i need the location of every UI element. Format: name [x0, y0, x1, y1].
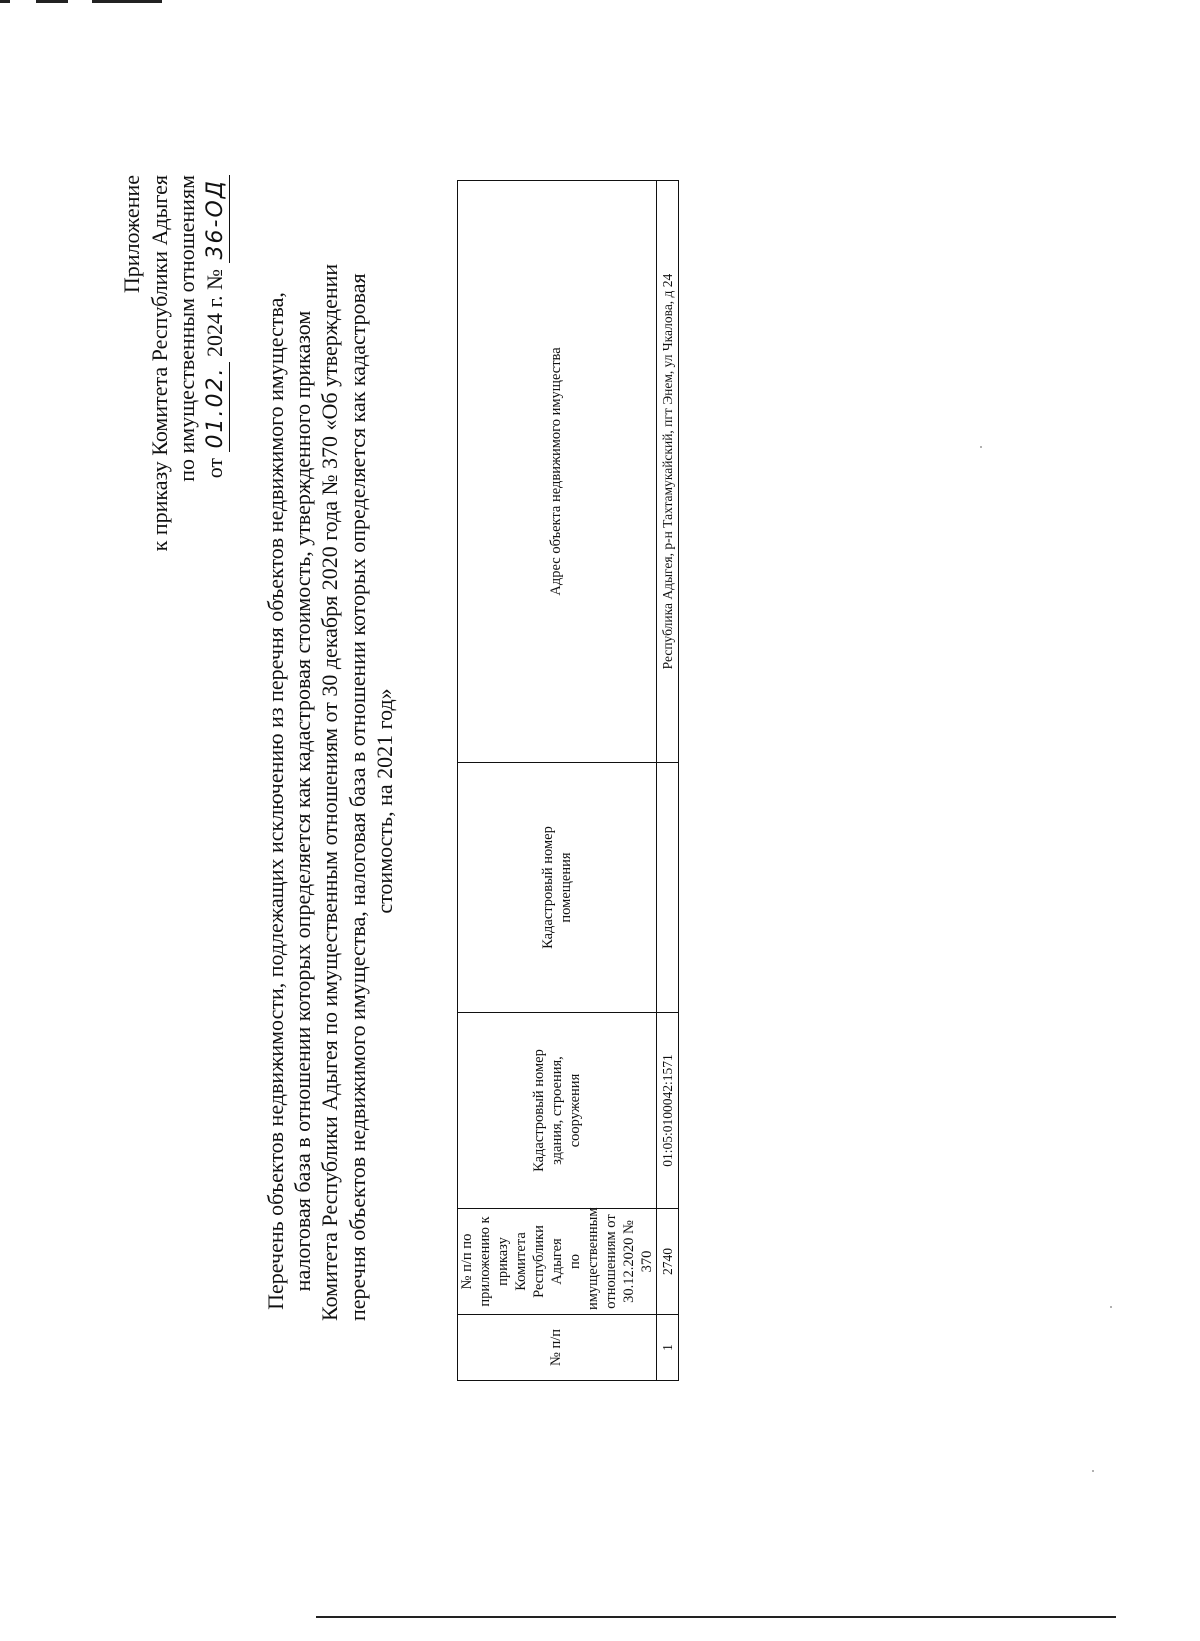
header-line: 30.12.2020 № 370: [621, 1220, 655, 1303]
title-line: налоговая база в отношении которых определяется как кадастровая стоимость, утвержденного приказом: [290, 310, 316, 1292]
cell-room-cadastral: [657, 763, 679, 1013]
header-building-cadastral: [458, 1013, 657, 1209]
header-line: № п/п по: [459, 1233, 475, 1290]
title-line: стоимость, на 2021 год»: [371, 688, 397, 914]
title-line: Комитета Республики Адыгея по имущественным отношениям от 30 декабря 2020 года № 370 «Об утверждении: [317, 263, 343, 1321]
header-line: по имущественным: [567, 1207, 601, 1310]
header-appendix-num: [458, 1209, 657, 1315]
date-prefix: от: [201, 457, 227, 479]
appendix-date-line: [201, 175, 231, 1075]
table-row: [657, 181, 679, 1381]
header-line: здания, строения,: [549, 1056, 565, 1165]
header-address: Адрес объекта недвижимого имущества: [458, 181, 657, 763]
header-line: приказу Комитета: [495, 1232, 529, 1291]
appendix-committee: по имущественным отношениям: [174, 175, 199, 482]
header-num: № п/п: [458, 1315, 657, 1381]
appendix-order-ref: к приказу Комитета Республики Адыгея: [146, 175, 172, 552]
document-title: [262, 263, 398, 1321]
header-line: отношениям от: [603, 1214, 619, 1309]
header-line: Кадастровый номер: [531, 1049, 547, 1172]
header-line: сооружения: [567, 1073, 583, 1148]
header-line: приложению к: [477, 1216, 493, 1307]
appendix-header: [118, 175, 230, 1075]
cell-num: 1: [657, 1315, 679, 1381]
objects-table: [457, 180, 679, 1381]
header-line: помещения: [558, 852, 574, 923]
cell-building-cadastral: 01:05:0100042:1571: [657, 1013, 679, 1209]
header-line: Кадастровый номер: [540, 826, 556, 949]
table-header-row: [458, 181, 657, 1381]
title-line: перечня объектов недвижимого имущества, налоговая база в отношении которых определяется как кадастровая: [344, 273, 370, 1321]
header-line: Республики Адыгея: [531, 1225, 565, 1298]
appendix-label: Приложение: [119, 175, 144, 294]
handwritten-date: 01.02.: [202, 362, 231, 452]
date-year: 2024 г. №: [201, 268, 227, 357]
handwritten-number: 36-ОД: [202, 175, 231, 263]
title-line: Перечень объектов недвижимости, подлежащих исключению из перечня объектов недвижимого имущества,: [263, 292, 288, 1310]
cell-address: Республика Адыгея, р-н Тахтамукайский, пгт Энем, ул Чкалова, д 24: [657, 181, 679, 763]
cell-appendix-num: 2740: [657, 1209, 679, 1315]
header-room-cadastral: [458, 763, 657, 1013]
